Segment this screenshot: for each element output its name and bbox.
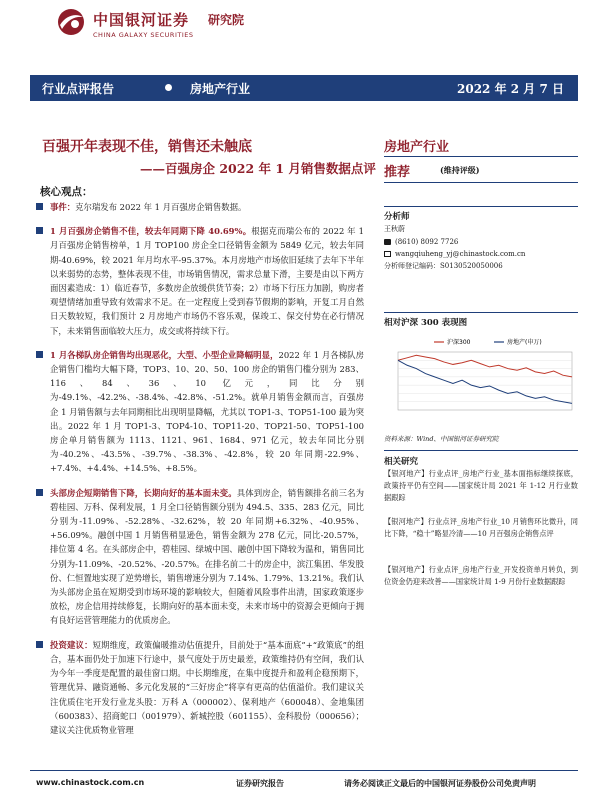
chart-svg	[384, 334, 578, 432]
bullet-leaders	[36, 486, 364, 628]
analyst-phone: (8610) 8092 7726	[384, 237, 458, 248]
page-subtitle: ——百强房企 2022 年 1 月销售数据点评	[140, 161, 376, 176]
main-body	[36, 200, 364, 747]
bullet-text: 短期维度，政策偏暖推动估值提升，目前处于“基本面底”+“政策底”的组合，基本面仍处于加速下行途中，景气度处于历史最差，政策维持仍有空间，我们认为今年一季度是配置的最佳窗口期。中长期维度，在集中度提升和盈利企稳预期下，管理优异、融资通畅、多元化发展的“三好房企”将享有更高的估值溢价。我们建议关注优质住宅开发行业龙头股：万科 A（000002）、保利地产（600048）、金地集团（600383）、招商蛇口（001979）、新城控股（601155）、金科股份（000656）；建议关注优质物业管理	[50, 639, 364, 735]
bullet-text: 克尔瑞发布 2022 年 1 月百强房企销售数据。	[75, 202, 247, 212]
rating: 推荐	[384, 165, 411, 180]
divider	[384, 206, 578, 207]
series-line-0	[398, 355, 572, 377]
bullet-heading: 投资建议：	[50, 639, 93, 650]
bullet-heading: 头部房企短期销售下降，长期向好的基本面未变。	[50, 487, 237, 498]
chart-title: 相对沪深 300 表现图	[384, 318, 468, 328]
bullet-text: 具体到房企，销售额排名前三名为碧桂园、万科、保利发展，1 月全口径销售额分别为 494.5、335、283 亿元，同比分别为-11.09%、-52.28%、-32.62%，较 20 年同期+6.32%、-40.95%、+56.09%。融创中国 1 月销售稍显逊色，销售金额为 278 亿元，同比-20.57%，排位第 4 名。在头部房企中，碧桂园、绿城中国、融创中国下降较为温和，销售同比分别为-11.09%、-20.52%、-20.57%。在排名前二十的房企中，滨江集团、华发股份、仁恒置地实现了逆势增长，销售增速分别为 7.14%、1.79%、13.21%。我们认为头部房企虽在短期受到市场环境的影响较大，但随着风险事件出清，国家政策逐步放松，房企信用持续修复，长期向好的基本面未变，未来市场中的资源会更倾向于拥有良好运营管理能力的优质房企。	[50, 487, 365, 626]
bullet-heading: 1 月各梯队房企销售均出现恶化，大型、小型企业降幅明显，	[50, 349, 279, 360]
footer-url[interactable]: www.chinastock.com.cn	[36, 778, 145, 787]
footer-label: 证券研究报告	[236, 778, 284, 788]
analyst-email: wangqiuheng_yj@chinastock.com.cn	[384, 249, 525, 260]
related-report[interactable]: 【银河地产】行业点评_房地产行业_10 月销售环比微升，同比下降，“稳十”略显冷清——10 月百强房企销售点评	[384, 517, 578, 538]
bullet-event	[36, 200, 364, 214]
divider	[384, 450, 578, 451]
bullet-heading: 事件：	[50, 202, 76, 212]
legend-label-0: 沪深300	[447, 339, 471, 346]
bullet-square-icon	[36, 227, 43, 234]
analyst-cert: 分析师登记编码：S0130520050006	[384, 262, 503, 270]
related-title: 相关研究	[384, 457, 419, 467]
logo-cn: 中国银河证券	[93, 11, 190, 29]
bullet-tiers	[36, 348, 364, 476]
galaxy-logo-icon	[56, 7, 86, 37]
page-title: 百强开年表现不佳，销售还未触底	[42, 139, 252, 155]
title-bar	[30, 75, 578, 101]
analyst-label: 分析师	[384, 212, 410, 222]
bullet-square-icon	[36, 489, 43, 496]
analyst-name: 王秋蔚	[384, 225, 405, 233]
footer-disclaimer: 请务必阅读正文最后的中国银河证券股份公司免责声明	[344, 778, 536, 788]
divider	[384, 312, 578, 313]
logo-en: CHINA GALAXY SECURITIES	[93, 31, 194, 39]
bullet-advice	[36, 638, 364, 737]
divider	[384, 182, 578, 183]
bullet-heading: 1 月百强房企销售不佳，较去年同期下降 40.69%。	[50, 226, 252, 237]
side-industry: 房地产行业	[384, 140, 450, 155]
related-report[interactable]: 【银河地产】行业点评_房地产行业_开发投资单月转负，到位资金仍迎来改善——国家统计局 1-9 月份行业数据跟踪	[384, 565, 578, 586]
footer-divider	[30, 770, 578, 771]
report-date: 2022 年 2 月 7 日	[457, 82, 564, 96]
logo-sub: 研究院	[208, 13, 245, 27]
bullet-sales	[36, 224, 364, 338]
relative-performance-chart	[384, 334, 578, 432]
legend-label-1: 房地产(申万)	[507, 339, 542, 346]
chart-frame	[398, 352, 572, 410]
bullet-square-icon	[36, 203, 43, 210]
series-line-1	[398, 360, 572, 403]
bullet-text: 根据克而瑞公布的 2022 年 1 月百强房企销售榜单，1 月 TOP100 房企全口径销售金额为 5849 亿元，较去年同期-40.69%，较 2021 年月均水平-95.37%。本月房地产市场依旧延续了去年下半年以来弱势的态势，整体表现不佳，市场销售情况，需求总量下滑，主要是由以下两方面因素造成：1）临近春节，多数房企放缓供货节奏；2）市场下行压力加剧，购房者观望情绪加重导致有效需求不足。在一定程度上受到春节假期的影响，开复工月自然日天数较短，我们预计 2 月房地产市场仍不容乐观，保竣工、保交付势在必行情况下，未来销售面临较大压力，成交或将持续下行。	[50, 226, 364, 336]
chart-source: 资料来源：Wind、中国银河证券研究院	[384, 435, 499, 443]
mail-icon	[384, 251, 391, 257]
rating-note: (维持评级)	[440, 165, 480, 175]
bullet-square-icon	[36, 641, 43, 648]
header	[0, 0, 600, 52]
phone-icon	[384, 239, 391, 245]
industry-label: 房地产行业	[190, 82, 251, 96]
related-report[interactable]: 【银河地产】行业点评_房地产行业_基本面指标继续探底，政策持平仍有空间——国家统计局 2021 年 1-12 月行业数据跟踪	[384, 469, 578, 502]
bullet-square-icon	[36, 351, 43, 358]
report-type: 行业点评报告	[42, 82, 115, 96]
bullet-text: 2022 年 1 月各梯队房企销售门槛均大幅下降，TOP3、10、20、50、100 房企的销售门槛分别为 283、116、84、36、10 亿元，同比分别为-49.1%、-42.2%、-38.4%、-42.8%、-51.2%。就单月销售金额而言，百强房企 1 月销售额与去年同期相比出现明显降幅，尤其以 TOP1-3、TOP51-100 最为突出。2022 年 1 月 TOP1-3、TOP4-10、TOP11-20、TOP21-50、TOP51-100 房企单月销售额为 1113、1121、961、1684、971 亿元，较去年同比分别为-40.2%、-43.5%、-39.7%、-38.3%、-42.8%，较 20 年同期-22.9%、+7.4%、+4.4%、+14.5%、+8.5%。	[50, 349, 364, 474]
core-label: 核心观点：	[40, 186, 93, 198]
separator-dot-icon	[165, 84, 172, 91]
divider	[384, 156, 578, 157]
